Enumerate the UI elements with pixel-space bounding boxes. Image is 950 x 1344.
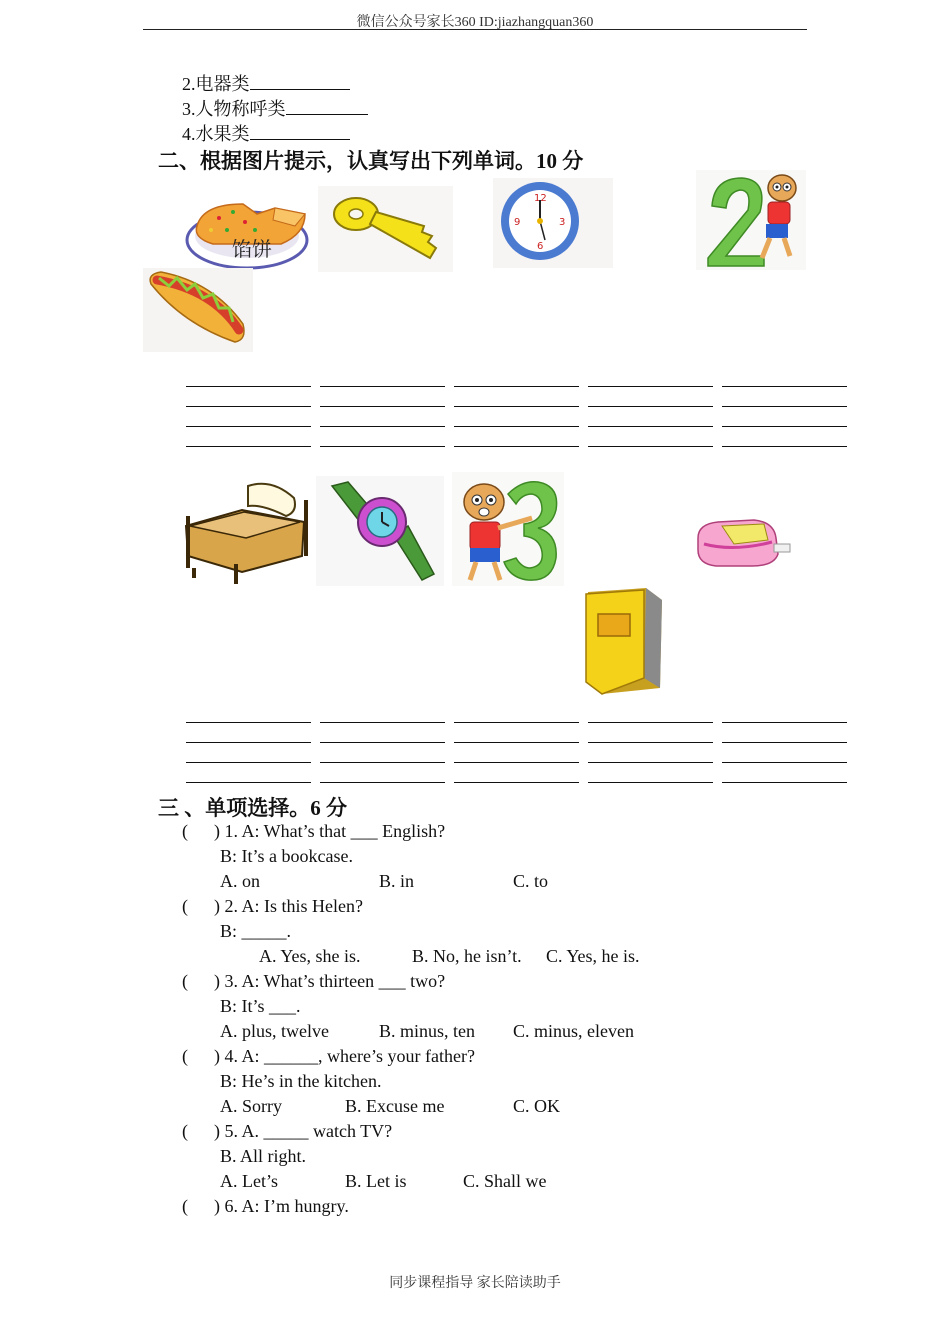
- answer-line[interactable]: [588, 406, 713, 407]
- answer-line[interactable]: [320, 426, 445, 427]
- question-5-option-a: A. Let’s: [220, 1171, 278, 1191]
- question-3-response: B: It’s ___.: [220, 996, 301, 1016]
- key-icon: [318, 186, 453, 272]
- section-2-title: 二、根据图片提示，认真写出下列单词。10 分: [158, 149, 584, 173]
- question-4: ( ) 4. A: ______, where’s your father?: [182, 1046, 475, 1066]
- question-3-option-b: B. minus, ten: [379, 1021, 476, 1041]
- page-footer: 同步课程指导 家长陪读助手: [389, 1276, 561, 1291]
- book-icon: [582, 584, 664, 696]
- answer-blank[interactable]: [250, 73, 350, 90]
- page-header: 微信公众号家长360 ID:jiazhangquan360: [356, 15, 594, 30]
- question-1-option-a: A. on: [220, 871, 260, 891]
- answer-line[interactable]: [454, 782, 579, 783]
- answer-line[interactable]: [320, 446, 445, 447]
- question-2: ( ) 2. A: Is this Helen?: [182, 896, 363, 916]
- svg-text:6: 6: [537, 241, 544, 252]
- question-2-option-b: B. No, he isn’t.: [412, 946, 522, 966]
- answer-line[interactable]: [320, 722, 445, 723]
- hotdog-icon: [143, 268, 253, 352]
- number-two-icon: [696, 170, 806, 270]
- answer-blank[interactable]: [286, 98, 368, 115]
- number-three-icon: [452, 472, 564, 586]
- answer-line[interactable]: [186, 386, 311, 387]
- answer-line[interactable]: [722, 762, 847, 763]
- answer-line[interactable]: [588, 722, 713, 723]
- answer-line[interactable]: [588, 446, 713, 447]
- category-item-fruit: 4.水果类: [182, 122, 350, 147]
- svg-text:3: 3: [559, 217, 566, 228]
- answer-line[interactable]: [588, 426, 713, 427]
- question-2-response: B: _____.: [220, 921, 292, 941]
- answer-line[interactable]: [186, 782, 311, 783]
- answer-line[interactable]: [454, 386, 579, 387]
- clock-icon: [493, 178, 613, 268]
- answer-line[interactable]: [186, 742, 311, 743]
- answer-line[interactable]: [320, 762, 445, 763]
- question-2-option-a: A. Yes, she is.: [259, 946, 361, 966]
- question-3: ( ) 3. A: What’s thirteen ___ two?: [182, 971, 446, 991]
- question-1-option-b: B. in: [379, 871, 415, 891]
- answer-line[interactable]: [186, 446, 311, 447]
- section-3-title: 三 、单项选择。6 分: [158, 796, 347, 820]
- answer-line[interactable]: [454, 762, 579, 763]
- answer-line[interactable]: [186, 406, 311, 407]
- category-item-appliances: 2.电器类: [182, 72, 350, 97]
- pencil-sharpener-icon: [694, 514, 794, 570]
- question-1-option-c: C. to: [513, 871, 549, 891]
- question-4-option-a: A. Sorry: [220, 1096, 282, 1116]
- pie-label: 馅饼: [232, 237, 272, 261]
- answer-line[interactable]: [454, 426, 579, 427]
- question-2-option-c: C. Yes, he is.: [546, 946, 640, 966]
- answer-line[interactable]: [320, 782, 445, 783]
- question-5-response: B. All right.: [220, 1146, 307, 1166]
- question-5: ( ) 5. A. _____ watch TV?: [182, 1121, 393, 1141]
- answer-line[interactable]: [454, 406, 579, 407]
- answer-line[interactable]: [320, 406, 445, 407]
- answer-line[interactable]: [722, 426, 847, 427]
- header-divider: [143, 29, 807, 30]
- answer-line[interactable]: [186, 762, 311, 763]
- answer-line[interactable]: [454, 722, 579, 723]
- answer-line[interactable]: [320, 386, 445, 387]
- answer-line[interactable]: [454, 446, 579, 447]
- answer-line[interactable]: [722, 446, 847, 447]
- watch-icon: [316, 476, 444, 586]
- question-5-option-c: C. Shall we: [463, 1171, 547, 1191]
- answer-blank[interactable]: [250, 123, 350, 140]
- category-item-people: 3.人物称呼类: [182, 97, 368, 122]
- question-4-option-b: B. Excuse me: [345, 1096, 445, 1116]
- question-4-response: B: He’s in the kitchen.: [220, 1071, 382, 1091]
- answer-line[interactable]: [722, 406, 847, 407]
- answer-line[interactable]: [320, 742, 445, 743]
- answer-line[interactable]: [588, 742, 713, 743]
- answer-line[interactable]: [722, 742, 847, 743]
- answer-line[interactable]: [722, 722, 847, 723]
- answer-line[interactable]: [588, 782, 713, 783]
- question-5-option-b: B. Let is: [345, 1171, 407, 1191]
- question-4-option-c: C. OK: [513, 1096, 561, 1116]
- question-1: ( ) 1. A: What’s that ___ English?: [182, 821, 446, 841]
- question-1-response: B: It’s a bookcase.: [220, 846, 353, 866]
- answer-line[interactable]: [454, 742, 579, 743]
- question-3-option-a: A. plus, twelve: [220, 1021, 329, 1041]
- answer-line[interactable]: [588, 386, 713, 387]
- question-3-option-c: C. minus, eleven: [513, 1021, 634, 1041]
- svg-text:12: 12: [534, 193, 547, 204]
- question-6: ( ) 6. A: I’m hungry.: [182, 1196, 349, 1216]
- answer-line[interactable]: [186, 426, 311, 427]
- answer-line[interactable]: [588, 762, 713, 763]
- answer-line[interactable]: [722, 782, 847, 783]
- bed-icon: [182, 476, 312, 586]
- answer-line[interactable]: [186, 722, 311, 723]
- svg-text:9: 9: [514, 217, 521, 228]
- answer-line[interactable]: [722, 386, 847, 387]
